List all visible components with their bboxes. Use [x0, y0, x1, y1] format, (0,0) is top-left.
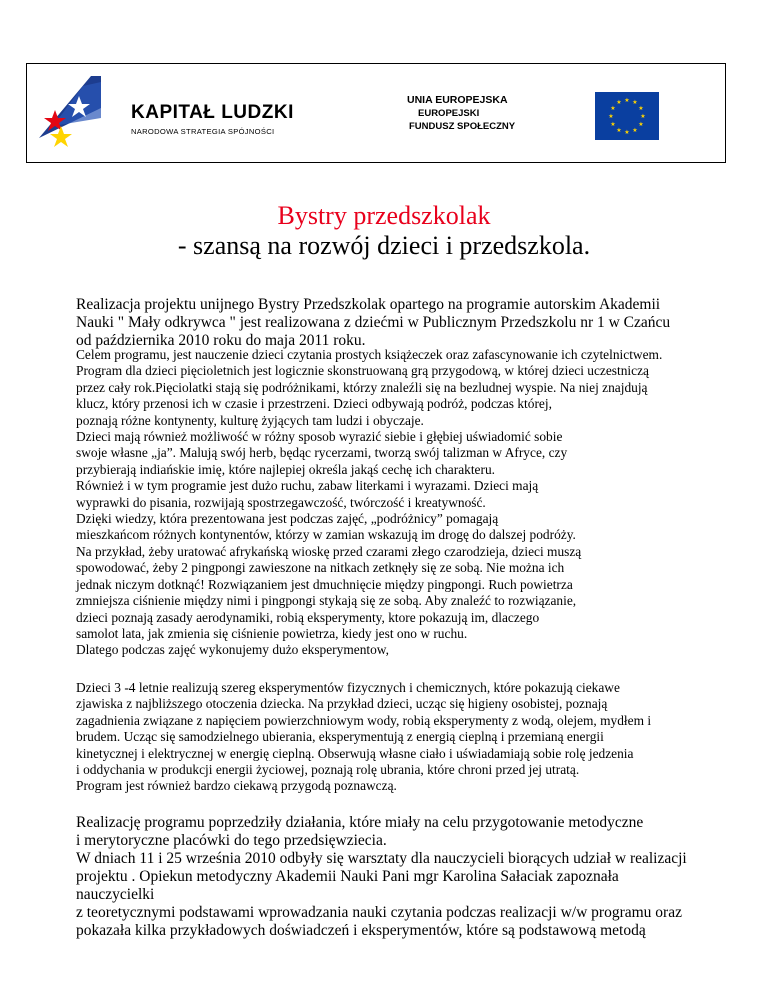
kapital-ludzki-title: KAPITAŁ LUDZKI: [131, 102, 294, 123]
text-line: brudem. Ucząc się samodzielnego ubierania, eksperymentują z energią cieplną i przemianą energii: [76, 729, 604, 745]
svg-text:★: ★: [616, 99, 622, 106]
svg-text:★: ★: [610, 121, 616, 128]
text-line: nauczycielki: [76, 886, 155, 903]
svg-text:★: ★: [640, 113, 646, 120]
text-line: spowodować, żeby 2 pingpongi zawieszone na nitkach zetknęły się ze sobą. Nie można ich: [76, 560, 565, 576]
text-line: projektu . Opiekun metodyczny Akademii Nauki Pani mgr Karolina Sałaciak zapoznała: [76, 868, 619, 885]
program-description-paragraph: [76, 347, 662, 659]
text-line: Dzieci 3 -4 letnie realizują szereg eksperymentów fizycznych i chemicznych, które pokazują ciekawe: [76, 680, 620, 695]
efs-label-line2: FUNDUSZ SPOŁECZNY: [409, 121, 516, 132]
svg-text:★: ★: [632, 127, 638, 134]
text-line: i oddychania w produkcji energii życiowej, poznają rolę ubrania, które chroni przed jej utratą.: [76, 762, 580, 778]
text-line: Realizację programu poprzedziły działania, które miały na celu przygotowanie metodyczne: [76, 814, 644, 831]
logo-banner: [26, 63, 726, 163]
document-subtitle: - szansą na rozwój dzieci i przedszkola.: [177, 231, 591, 260]
document-title: Bystry przedszkolak: [277, 201, 491, 230]
text-line: Celem programu, jest nauczenie dzieci czytania prostych książeczek oraz zafascynowanie ich czytelnictwem.: [76, 347, 663, 362]
text-line: Również i w tym programie jest dużo ruchu, zabaw literkami i wyrazami. Dzieci mają: [76, 478, 539, 494]
younger-children-paragraph: [76, 680, 651, 795]
text-line: Realizacja projektu unijnego Bystry Przedszkolak opartego na programie autorskim Akademii: [76, 296, 661, 313]
text-line: przybierają indiańskie imię, które najlepiej określa jakąś cechę ich charakteru.: [76, 461, 496, 477]
text-line: i merytoryczne placówki do tego przedsięwziecia.: [76, 832, 387, 849]
text-line: dzieci poznają zasady aerodynamiki, robią eksperymenty, ktore pokazują im, dlaczego: [76, 609, 540, 625]
text-line: zmniejsza ciśnienie między nimi i pingpongi stykają się ze sobą. Aby znaleźć to rozwiązanie,: [76, 593, 577, 609]
text-line: wyprawki do pisania, rozwijają spostrzegawczość, twórczość i kreatywność.: [76, 494, 486, 510]
text-line: pokazała kilka przykładowych doświadczeń i eksperymentów, które są podstawową metodą: [76, 922, 646, 939]
svg-text:★: ★: [638, 105, 644, 112]
ue-label: UNIA EUROPEJSKA: [407, 94, 508, 106]
text-line: swoje własne „ja”. Malują swój herb, będąc rycerzami, tworzą swój talizman w Afryce, czy: [76, 445, 568, 461]
text-line: klucz, który przenosi ich w czasie i przestrzeni. Dzieci odbywają podróż, podczas której,: [76, 396, 552, 412]
text-line: Dzieci mają również możliwość w różny sposob wyrazić siebie i głębiej uświadomić sobie: [76, 429, 563, 445]
text-line: przez cały rok.Pięciolatki stają się podróżnikami, którzy znaleźli się na bezludnej wyspie. Na niej znajdują: [76, 379, 648, 395]
text-line: od października 2010 roku do maja 2011 roku.: [76, 332, 366, 349]
svg-text:★: ★: [610, 105, 616, 112]
text-line: kinetycznej i elektrycznej w energię cieplną. Obserwują własne ciało i uświadamiają sobie rolę jedzenia: [76, 745, 634, 761]
text-line: W dniach 11 i 25 września 2010 odbyły się warsztaty dla nauczycieli biorących udział w realizacji: [76, 850, 687, 867]
text-line: samolot lata, jak zmienia się ciśnienie powietrza, kiedy jest ono w ruchu.: [76, 625, 468, 641]
text-line: zjawiska z najbliższego otoczenia dziecka. Na przykład dzieci, ucząc się higieny osobistej, poznają: [76, 696, 608, 712]
intro-paragraph: [76, 296, 670, 350]
text-line: Na przykład, żeby uratować afrykańską wioskę przed czarami złego czarodzieja, dzieci muszą: [76, 543, 582, 559]
efs-label-line1: EUROPEJSKI: [418, 108, 480, 119]
kapital-ludzki-subtitle: NARODOWA STRATEGIA SPÓJNOŚCI: [131, 127, 275, 136]
text-line: Program dla dzieci pięcioletnich jest logicznie skonstruowaną grą przygodową, w której dzieci uczestniczą: [76, 363, 649, 379]
kapital-ludzki-logo-icon: [31, 68, 121, 156]
svg-text:★: ★: [608, 113, 614, 120]
text-line: Dlatego podczas zajęć wykonujemy dużo eksperymentow,: [76, 642, 389, 658]
svg-text:★: ★: [632, 99, 638, 106]
text-line: Nauki " Mały odkrywca " jest realizowana z dziećmi w Publicznym Przedszkolu nr 1 w Czańcu: [76, 314, 671, 331]
svg-text:★: ★: [624, 129, 630, 136]
text-line: Dzięki wiedzy, która prezentowana jest podczas zajęć, „podróżnicy” pomagają: [76, 511, 499, 527]
text-line: mieszkańcom różnych kontynentów, którzy w zamian wskazują im drogę do dalszej podróży.: [76, 527, 576, 543]
eu-flag-icon: [595, 92, 659, 140]
text-line: zagadnienia związane z napięciem powierzchniowym wody, robią eksperymenty z wodą, olejem, mydłem i: [76, 712, 652, 728]
svg-text:★: ★: [638, 121, 644, 128]
text-line: Program jest również bardzo ciekawą przygodą poznawczą.: [76, 778, 397, 794]
text-line: poznają różne kontynenty, kulturę żyjących tam ludzi i obyczaje.: [76, 412, 424, 428]
text-line: z teoretycznymi podstawami wprowadzania nauki czytania podczas realizacji w/w programu oraz: [76, 904, 682, 921]
svg-text:★: ★: [624, 97, 630, 104]
svg-text:★: ★: [616, 127, 622, 134]
preparation-paragraph: [76, 814, 687, 940]
text-line: jednak niczym dotknąć! Rozwiązaniem jest dmuchnięcie między pingpongi. Ruch powietrza: [76, 576, 573, 592]
